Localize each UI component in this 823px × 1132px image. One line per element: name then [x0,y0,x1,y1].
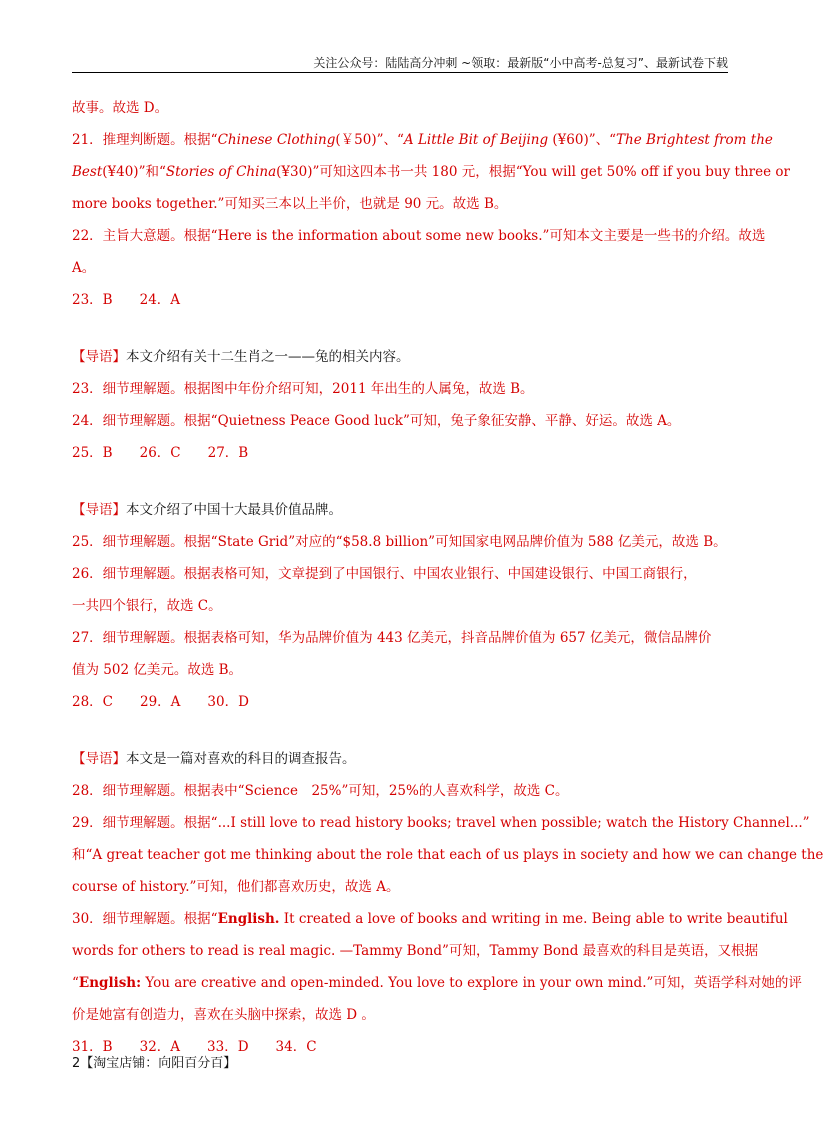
answer-content [72,92,823,1063]
page-footer [72,1052,236,1071]
text-line: 21．推理判断题。根据“Chinese Clothing(￥50)”、“A Little Bit of Beijing (¥60)”、“The Brightest from the [72,132,773,148]
answer-line: 31．B 32．A 33．D 34．C [72,1039,317,1055]
header-text: 关注公众号：陆陆高分冲刺 ~领取：最新版“小中高考-总复习”、最新试卷下载 [313,56,728,70]
lead-tag: 【导语】 [72,349,126,365]
text-line: 故事。故选 D。 [72,100,169,116]
text-line: 26．细节理解题。根据表格可知，文章提到了中国银行、中国农业银行、中国建设银行、中国工商银行， [72,566,697,582]
lead-text: 本文是一篇对喜欢的科目的调查报告。 [126,751,356,767]
lead-tag: 【导语】 [72,751,126,767]
lead-text: 本文介绍了中国十大最具价值品牌。 [126,502,342,518]
lead-line [72,494,728,526]
shop-text: 【淘宝店铺：向阳百分百】 [80,1056,237,1071]
answer-line: 25．B 26．C 27．B [72,445,249,461]
answer-line: 28．C 29．A 30．D [72,694,249,710]
book-title: Best [72,164,103,180]
text-line: 25．细节理解题。根据“State Grid”对应的“$58.8 billion”可知国家电网品牌价值为 588 亿美元，故选 B。 [72,534,727,550]
text-line: Best(¥40)”和“Stories of China(¥30)”可知这四本书一共 180 元，根据“You will get 50% off if you buy three or [72,164,790,180]
lead-line [72,341,728,373]
lead-text: 本文介绍有关十二生肖之一——兔的相关内容。 [126,349,410,365]
bold-term: English: [78,975,142,991]
text-line: course of history.”可知，他们都喜欢历史，故选 A。 [72,879,400,895]
text-line: more books together.”可知买三本以上半价，也就是 90 元。故选 B。 [72,196,508,212]
page-number: 2 [72,1056,81,1071]
text-line: 23．细节理解题。根据图中年份介绍可知，2011 年出生的人属兔，故选 B。 [72,381,534,397]
text-line: 一共四个银行，故选 C。 [72,598,222,614]
bold-term: English. [217,911,280,927]
text-line: words for others to read is real magic. —Tammy Bond”可知，Tammy Bond 最喜欢的科目是英语，又根据 [72,943,759,959]
text-line: 24．细节理解题。根据“Quietness Peace Good luck”可知，兔子象征安静、平静、好运。故选 A。 [72,413,681,429]
header-rule [72,72,728,73]
text-line: 值为 502 亿美元。故选 B。 [72,662,243,678]
book-title: Stories of China [165,164,277,180]
lead-tag: 【导语】 [72,502,126,518]
text-line: 27．细节理解题。根据表格可知，华为品牌价值为 443 亿美元，抖音品牌价值为 657 亿美元，微信品牌价 [72,630,712,646]
lead-line [72,743,728,775]
book-title: A Little Bit of Beijing [403,132,549,148]
text-line: 价是她富有创造力，喜欢在头脑中探索，故选 D 。 [72,1007,375,1023]
page-header [0,54,728,71]
book-title: The Brightest from the [616,132,773,148]
text-line: 29．细节理解题。根据“...I still love to read history books; travel when possible; watch the History Channel...” [72,815,810,831]
book-title: Chinese Clothing [217,132,336,148]
text-line: A。 [72,260,96,276]
text-line: “English: You are creative and open-minded. You love to explore in your own mind.”可知，英语学科对她的评 [72,975,802,991]
answer-line: 23．B 24．A [72,292,181,308]
text-line: 28．细节理解题。根据表中“Science 25%”可知，25%的人喜欢科学，故选 C。 [72,783,569,799]
text-line: 30．细节理解题。根据“English. It created a love of books and writing in me. Being able to write beautiful [72,911,788,927]
text-line: 和“A great teacher got me thinking about the role that each of us plays in society and how we can change the [72,847,823,863]
text-line: 22．主旨大意题。根据“Here is the information about some new books.”可知本文主要是一些书的介绍。故选 [72,228,766,244]
